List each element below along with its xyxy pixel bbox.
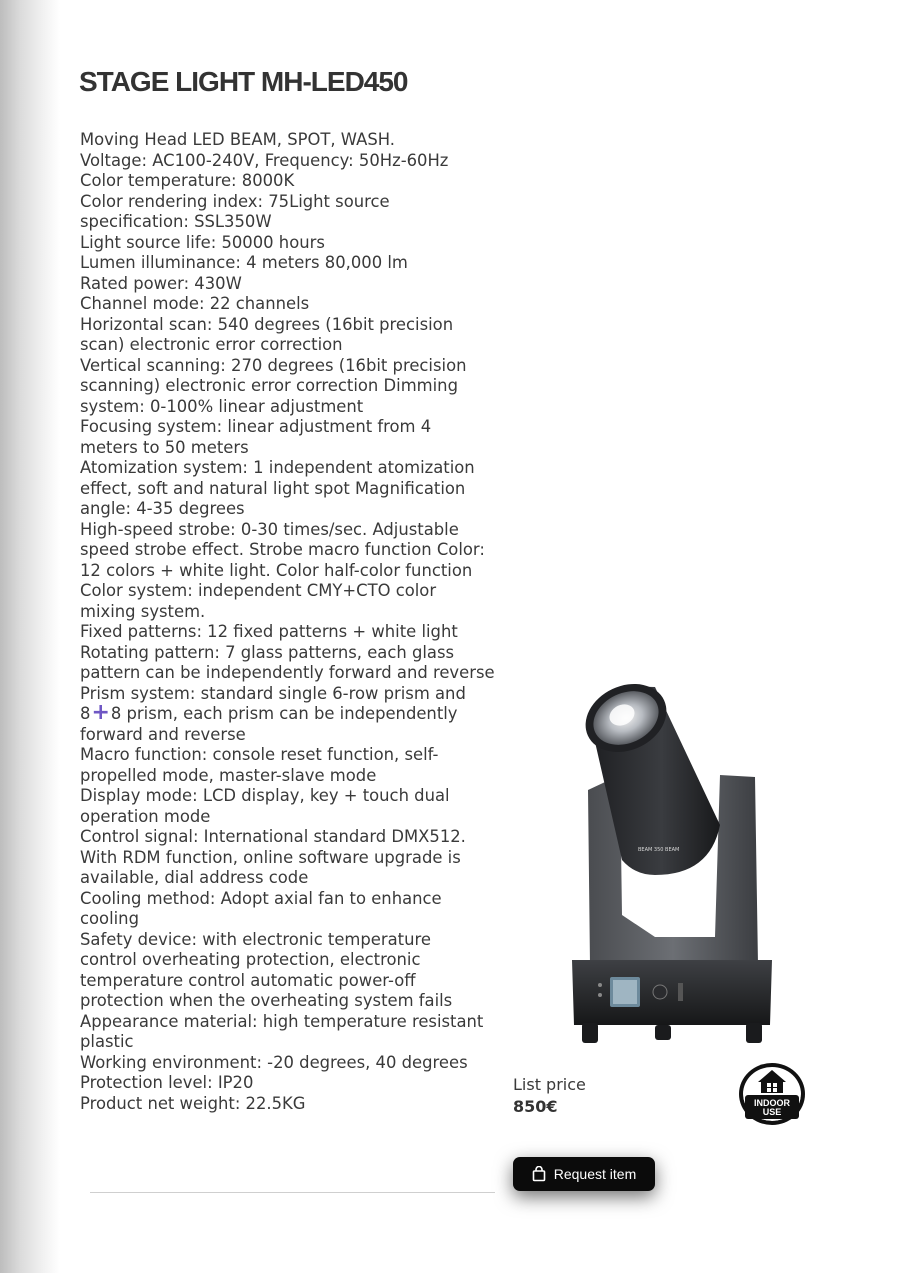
spec-line: specification: SSL350W	[80, 212, 272, 231]
spec-line: Safety device: with electronic temperature	[80, 929, 431, 949]
request-item-button[interactable]	[513, 1157, 655, 1191]
shopping-bag-icon	[532, 1166, 546, 1182]
spec-line: Light source life: 50000 hours	[80, 232, 325, 252]
badge-line2: USE	[762, 1107, 782, 1117]
spec-line: control overheating protection, electronic	[80, 950, 421, 969]
spec-line: meters to 50 meters	[80, 437, 249, 457]
spec-line: propelled mode, master-slave mode	[80, 765, 377, 785]
spec-line: Lumen illuminance: 4 meters 80,000 lm	[80, 253, 408, 272]
spec-line: available, dial address code	[80, 868, 309, 887]
spec-line: Fixed patterns: 12 fixed patterns + white light	[80, 622, 458, 641]
indoor-use-badge	[738, 1062, 806, 1126]
spec-line: Channel mode: 22 channels	[80, 294, 310, 313]
spec-line: Color system: independent CMY+CTO color	[80, 581, 437, 600]
spec-line: system: 0-100% linear adjustment	[80, 396, 364, 416]
request-item-label: Request item	[553, 1166, 637, 1182]
spec-line: Appearance material: high temperature resistant	[80, 1011, 484, 1031]
spec-line-prism	[80, 700, 510, 725]
spec-line: Voltage: AC100-240V, Frequency: 50Hz-60Hz	[80, 150, 449, 170]
spec-line: High-speed strobe: 0-30 times/sec. Adjustable	[80, 519, 459, 539]
spec-line: Rotating pattern: 7 glass patterns, each glass	[80, 642, 455, 662]
spec-line: protection when the overheating system fails	[80, 991, 453, 1010]
plus-icon: +	[91, 700, 110, 725]
product-title: STAGE LIGHT MH-LED450	[79, 66, 408, 97]
badge-line1: INDOOR	[754, 1098, 790, 1108]
spec-line: angle: 4-35 degrees	[80, 499, 245, 518]
spec-line: Control signal: International standard DMX512.	[80, 827, 466, 846]
spec-line: Prism system: standard single 6-row prism and	[80, 683, 466, 703]
spec-line: plastic	[80, 1032, 134, 1051]
spec-line: Color rendering index: 75Light source	[80, 191, 390, 211]
spec-line: temperature control automatic power-off	[80, 970, 416, 990]
page-edge-shadow	[0, 0, 60, 1273]
spec-text: 8 prism, each prism can be independently	[110, 704, 458, 723]
product-image	[560, 675, 785, 1050]
spec-line: Working environment: -20 degrees, 40 degrees	[80, 1052, 468, 1072]
spec-text: 8	[80, 704, 91, 723]
spec-line: forward and reverse	[80, 724, 246, 744]
price-label: List price	[513, 1075, 586, 1094]
spec-line: cooling	[80, 909, 139, 928]
spec-line: Moving Head LED BEAM, SPOT, WASH.	[80, 130, 395, 149]
spec-line: Rated power: 430W	[80, 273, 242, 293]
spec-line: Focusing system: linear adjustment from 4	[80, 417, 432, 436]
spec-line: With RDM function, online software upgrade is	[80, 847, 461, 867]
price-value: 850€	[513, 1097, 558, 1116]
spec-line: Vertical scanning: 270 degrees (16bit precision	[80, 355, 467, 375]
spec-line: Protection level: IP20	[80, 1073, 254, 1092]
spec-line: mixing system.	[80, 601, 206, 621]
spec-line: Cooling method: Adopt axial fan to enhance	[80, 888, 442, 908]
spec-line: Atomization system: 1 independent atomization	[80, 458, 475, 477]
specs-list	[80, 130, 510, 1114]
spec-line: 12 colors + white light. Color half-color function	[80, 560, 473, 580]
spec-line: Display mode: LCD display, key + touch dual	[80, 786, 450, 805]
spec-line: effect, soft and natural light spot Magnification	[80, 478, 466, 498]
spec-line: operation mode	[80, 806, 211, 826]
spec-line: speed strobe effect. Strobe macro function Color:	[80, 540, 485, 559]
spec-line: Color temperature: 8000K	[80, 171, 295, 190]
spec-line: pattern can be independently forward and reverse	[80, 663, 495, 682]
spec-line: Horizontal scan: 540 degrees (16bit precision	[80, 314, 454, 334]
spec-line: Product net weight: 22.5KG	[80, 1093, 306, 1113]
head-label: BEAM 350 BEAM	[638, 847, 680, 853]
spec-line: scanning) electronic error correction Dimming	[80, 376, 458, 395]
spec-line: scan) electronic error correction	[80, 335, 343, 354]
divider	[90, 1192, 495, 1193]
spec-line: Macro function: console reset function, self-	[80, 745, 439, 764]
